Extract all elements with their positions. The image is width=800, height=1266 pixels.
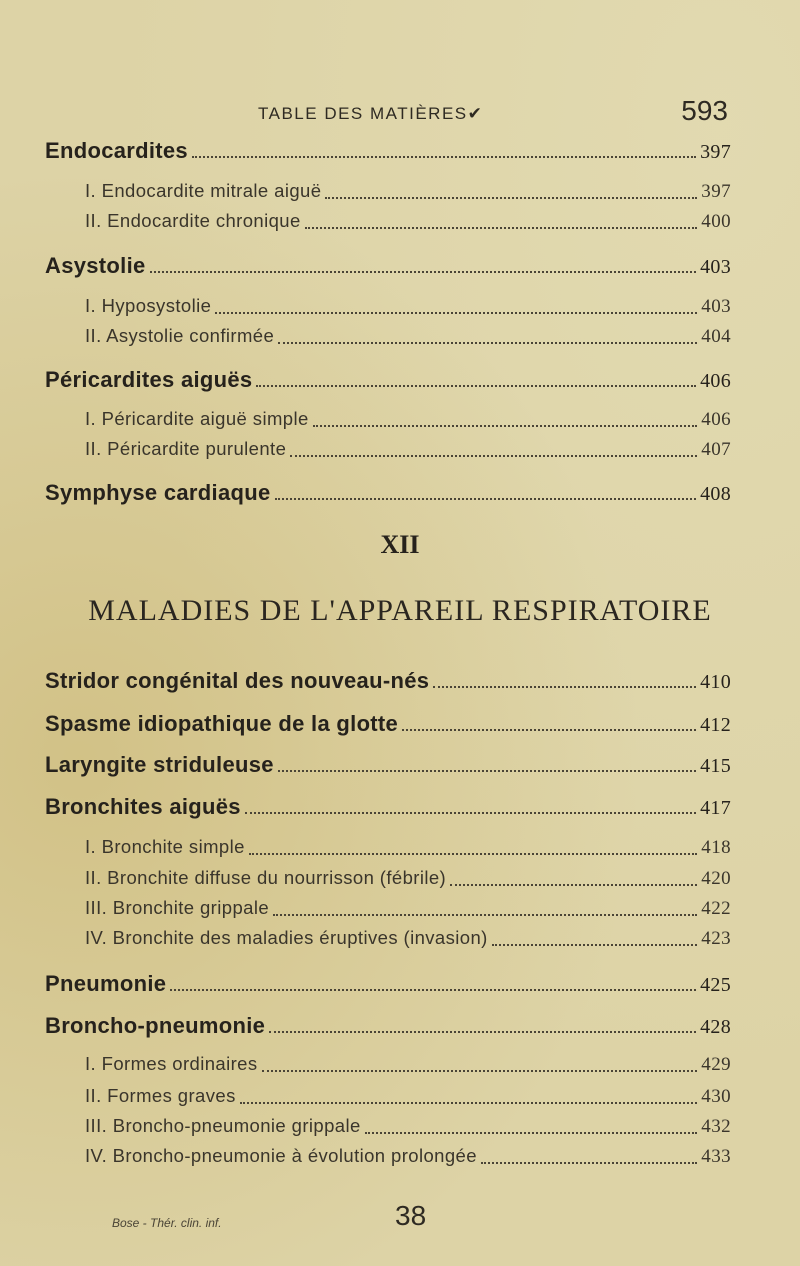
toc-entry-label: II. Bronchite diffuse du nourrisson (fébrile): [85, 867, 447, 888]
dot-leader: [262, 1070, 698, 1072]
dot-leader: [275, 498, 697, 500]
running-title: TABLE DES MATIÈRES✔: [258, 104, 484, 123]
toc-subentry: [85, 836, 731, 859]
toc-entry-label: I. Péricardite aiguë simple: [85, 408, 309, 429]
dot-leader: [305, 227, 698, 229]
toc-subentry: [85, 210, 731, 233]
dot-leader: [245, 812, 696, 814]
dot-leader: [150, 271, 697, 273]
toc-entry-label: Spasme idiopathique de la glotte: [45, 711, 399, 736]
toc-entry-page: 406: [701, 409, 731, 430]
toc-entry-label: II. Péricardite purulente: [85, 438, 287, 459]
dot-leader: [433, 686, 696, 688]
toc-entry-page: 425: [700, 974, 731, 996]
toc-entry-page: 410: [700, 671, 731, 693]
toc-entry-page: 403: [701, 296, 731, 317]
toc-entry-label: Péricardites aiguës: [45, 367, 253, 392]
toc-entry-page: 408: [700, 483, 731, 505]
printer-signature: Bose - Thér. clin. inf.: [112, 1216, 222, 1230]
dot-leader: [278, 342, 697, 344]
toc-subentry: [85, 180, 731, 203]
toc-entry: [45, 794, 731, 820]
toc-entry-page: 397: [701, 181, 731, 202]
toc-entry-page: 400: [701, 211, 731, 232]
toc-entry-label: Endocardites: [45, 138, 188, 163]
dot-leader: [269, 1031, 696, 1033]
toc-entry: [45, 480, 731, 506]
dot-leader: [256, 385, 696, 387]
dot-leader: [492, 944, 698, 946]
section-title: MALADIES DE L'APPAREIL RESPIRATOIRE: [88, 594, 712, 627]
toc-subentry: [85, 1145, 731, 1168]
toc-entry-label: IV. Bronchite des maladies éruptives (invasion): [85, 927, 488, 948]
toc-subentry: [85, 1053, 731, 1076]
toc-entry-label: I. Hyposystolie: [85, 295, 212, 316]
toc-entry-page: 397: [700, 141, 731, 163]
toc-entry: [45, 367, 731, 393]
toc-entry: [45, 668, 731, 694]
toc-entry: [45, 138, 731, 164]
toc-entry-page: 407: [701, 439, 731, 460]
toc-entry-page: 433: [701, 1146, 731, 1167]
dot-leader: [402, 729, 696, 731]
toc-entry-label: I. Bronchite simple: [85, 836, 245, 857]
toc-subentry: [85, 927, 731, 950]
toc-entry: [45, 253, 731, 279]
toc-subentry: [85, 295, 731, 318]
toc-entry-label: I. Formes ordinaires: [85, 1053, 258, 1074]
dot-leader: [290, 455, 697, 457]
toc-subentry: [85, 867, 731, 890]
toc-entry-page: 423: [701, 928, 731, 949]
dot-leader: [273, 914, 697, 916]
toc-entry-label: Pneumonie: [45, 971, 167, 996]
toc-entry-label: Broncho-pneumonie: [45, 1013, 266, 1038]
dot-leader: [278, 770, 696, 772]
toc-subentry: [85, 408, 731, 431]
dot-leader: [325, 197, 697, 199]
toc-entry-page: 422: [701, 898, 731, 919]
dot-leader: [215, 312, 697, 314]
check-mark-icon: ✔: [467, 104, 484, 123]
dot-leader: [170, 989, 696, 991]
section-number: XII: [380, 530, 420, 559]
toc-entry-page: 428: [700, 1016, 731, 1038]
toc-entry-label: Stridor congénital des nouveau-nés: [45, 668, 430, 693]
dot-leader: [481, 1162, 697, 1164]
toc-entry-page: 417: [700, 797, 731, 819]
toc-entry-label: Bronchites aiguës: [45, 794, 241, 819]
toc-entry-label: III. Broncho-pneumonie grippale: [85, 1115, 361, 1136]
toc-entry: [45, 1013, 731, 1039]
toc-subentry: [85, 897, 731, 920]
toc-entry-label: II. Asystolie confirmée: [85, 325, 275, 346]
toc-subentry: [85, 325, 731, 348]
dot-leader: [249, 853, 698, 855]
toc-entry-page: 404: [701, 326, 731, 347]
toc-subentry: [85, 438, 731, 461]
toc-entry-label: II. Endocardite chronique: [85, 210, 301, 231]
toc-entry-page: 432: [701, 1116, 731, 1137]
dot-leader: [365, 1132, 698, 1134]
toc-entry-label: Asystolie: [45, 253, 146, 278]
toc-entry-label: Laryngite striduleuse: [45, 752, 274, 777]
toc-entry-label: II. Formes graves: [85, 1085, 236, 1106]
toc-entry-label: IV. Broncho-pneumonie à évolution prolongée: [85, 1145, 477, 1166]
toc-entry-page: 406: [700, 370, 731, 392]
toc-entry: [45, 711, 731, 737]
toc-entry-label: III. Bronchite grippale: [85, 897, 270, 918]
toc-subentry: [85, 1085, 731, 1108]
toc-entry-page: 403: [700, 256, 731, 278]
dot-leader: [192, 156, 696, 158]
toc-entry-page: 429: [701, 1054, 731, 1075]
dot-leader: [240, 1102, 698, 1104]
toc-entry-label: I. Endocardite mitrale aiguë: [85, 180, 322, 201]
toc-entry: [45, 971, 731, 997]
toc-entry-page: 412: [700, 714, 731, 736]
toc-entry-page: 420: [701, 868, 731, 889]
dot-leader: [313, 425, 698, 427]
sheet-number: 38: [395, 1200, 427, 1231]
toc-entry-page: 430: [701, 1086, 731, 1107]
page-number: 593: [681, 95, 728, 126]
running-header: [0, 90, 800, 140]
dot-leader: [450, 884, 697, 886]
toc-subentry: [85, 1115, 731, 1138]
toc-entry-page: 415: [700, 755, 731, 777]
toc-entry: [45, 752, 731, 778]
toc-entry-page: 418: [701, 837, 731, 858]
toc-entry-label: Symphyse cardiaque: [45, 480, 271, 505]
